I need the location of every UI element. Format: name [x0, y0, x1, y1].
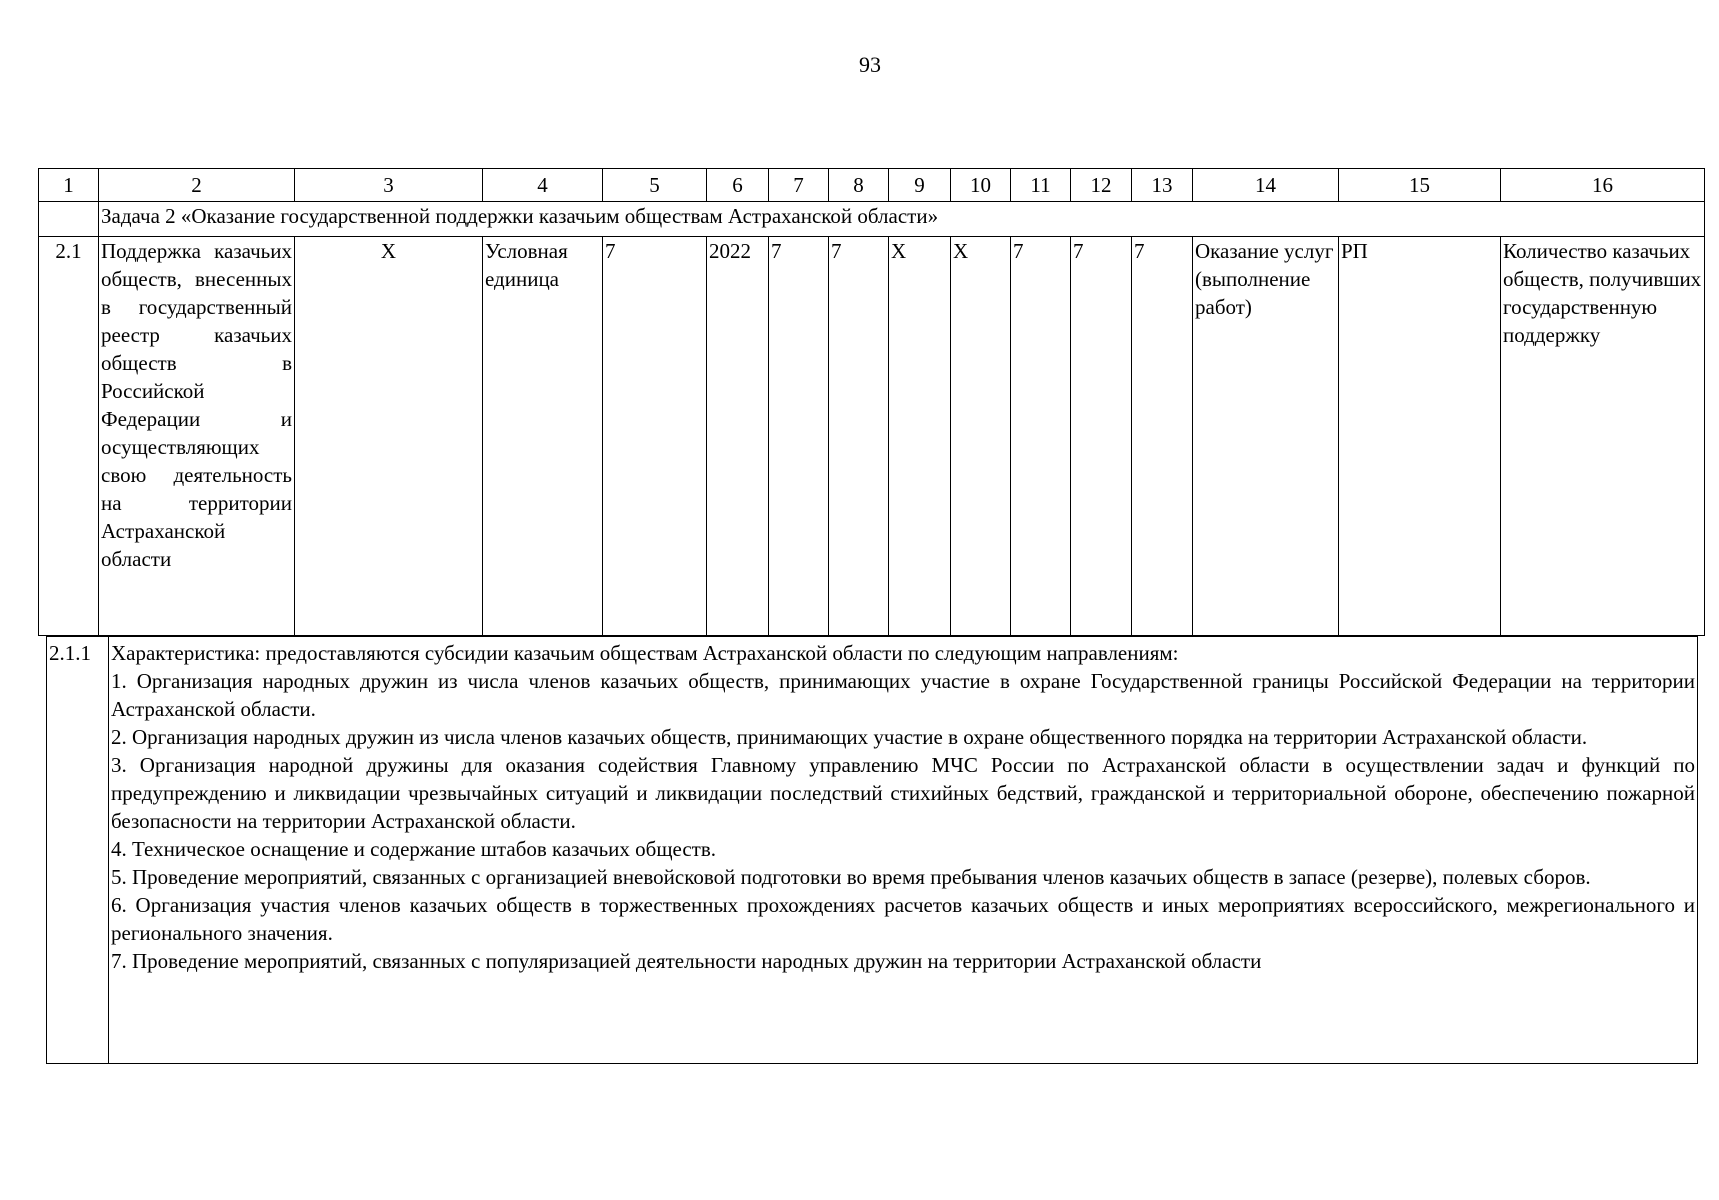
col-header: 4	[483, 169, 603, 202]
col-header: 11	[1011, 169, 1071, 202]
list-item: 2. Организация народных дружин из числа членов казачьих обществ, принимающих участие в охране общественного порядка на территории Астраханской области.	[111, 725, 1588, 749]
task-title: Задача 2 «Оказание государственной поддержки казачьим обществам Астраханской области»	[99, 202, 1705, 237]
cell-col3: Х	[295, 237, 483, 636]
col-header: 6	[707, 169, 769, 202]
col-header: 12	[1071, 169, 1132, 202]
cell-col12: 7	[1071, 237, 1132, 636]
col-header: 16	[1501, 169, 1705, 202]
row-name: Поддержка казачьих обществ, внесенных в государственный реестр казачьих обществ в Российской Федерации и осуществляющих свою деятельность на территории Астраханской области	[99, 237, 295, 636]
cell-col9: Х	[889, 237, 951, 636]
col-header: 1	[39, 169, 99, 202]
table-row	[47, 637, 1698, 1064]
characteristic-cell	[109, 637, 1698, 1064]
page-number: 93	[859, 52, 881, 77]
cell-col13: 7	[1132, 237, 1193, 636]
list-item: 6. Организация участия членов казачьих обществ в торжественных прохождениях расчетов казачьих обществ и иных мероприятиях всероссийского, межрегионального и регионального значения.	[111, 893, 1695, 945]
col-header: 14	[1193, 169, 1339, 202]
cell-year: 2022	[707, 237, 769, 636]
col-header: 3	[295, 169, 483, 202]
list-item: 1. Организация народных дружин из числа членов казачьих обществ, принимающих участие в охране Государственной границы Российской Федерации на территории Астраханской области.	[111, 669, 1695, 721]
task-num-cell	[39, 202, 99, 237]
cell-col5: 7	[603, 237, 707, 636]
col-header: 9	[889, 169, 951, 202]
table-row	[39, 237, 1705, 636]
cell-col10: Х	[951, 237, 1011, 636]
cell-col15: РП	[1339, 237, 1501, 636]
col-header: 10	[951, 169, 1011, 202]
cell-indicator: Количество казачьих обществ, получивших государственную поддержку	[1501, 237, 1705, 636]
row-number: 2.1.1	[47, 637, 109, 1064]
characteristic-intro: Характеристика: предоставляются субсидии казачьим обществам Астраханской области по следующим направлениям:	[111, 641, 1179, 665]
list-item: 5. Проведение мероприятий, связанных с организацией вневойсковой подготовки во время пребывания членов казачьих обществ в запасе (резерве), полевых сборов.	[111, 865, 1591, 889]
row-number: 2.1	[39, 237, 99, 636]
task-row	[39, 202, 1705, 237]
list-item: 3. Организация народной дружины для оказания содействия Главному управлению МЧС России по Астраханской области в осуществлении задач и функций по предупреждению и ликвидации чрезвычайных ситуаций и ликвидации последствий стихийных бедствий, гражданской и территориальной обороне, обеспечению пожарной безопасности на территории Астраханской области.	[111, 753, 1695, 833]
cell-col11: 7	[1011, 237, 1071, 636]
col-header: 8	[829, 169, 889, 202]
cell-unit: Условная единица	[483, 237, 603, 636]
header-row	[39, 169, 1705, 202]
cell-col7: 7	[769, 237, 829, 636]
characteristic-table	[46, 636, 1698, 1064]
program-table	[38, 168, 1705, 636]
col-header: 13	[1132, 169, 1193, 202]
col-header: 5	[603, 169, 707, 202]
col-header: 2	[99, 169, 295, 202]
col-header: 15	[1339, 169, 1501, 202]
list-item: 7. Проведение мероприятий, связанных с популяризацией деятельности народных дружин на территории Астраханской области	[111, 949, 1262, 973]
cell-col8: 7	[829, 237, 889, 636]
col-header: 7	[769, 169, 829, 202]
list-item: 4. Техническое оснащение и содержание штабов казачьих обществ.	[111, 837, 717, 861]
cell-service-type: Оказание услуг (выполнение работ)	[1193, 237, 1339, 636]
